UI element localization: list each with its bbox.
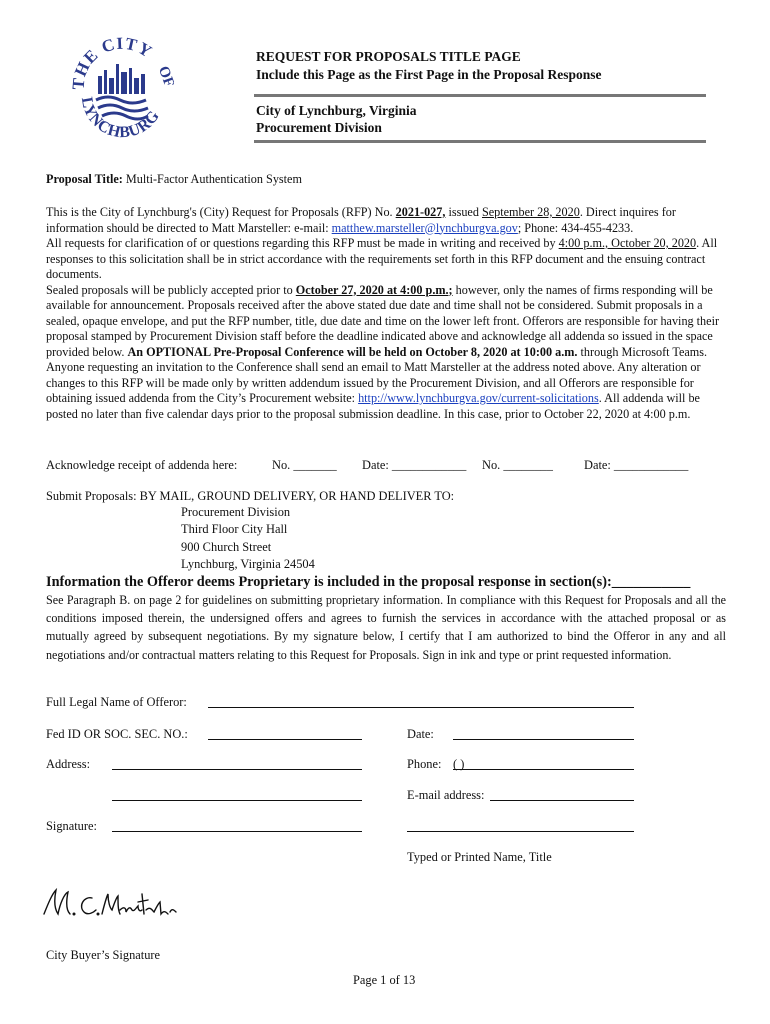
svg-text:OF: OF [154,64,174,90]
date-field[interactable] [453,739,634,740]
addenda-no-1[interactable]: No. _______ [272,458,337,472]
address-label: Address: [46,757,91,771]
address-field-2[interactable] [112,800,362,801]
proprietary-text: See Paragraph B. on page 2 for guidelines on submitting proprietary information. In compliance with this Request for Proposals and all the conditions imposed therein, the undersigned offers and agrees to furnish the services in accordance with the attached proposal or as mutually agreed by subsequent negotiations. By my signature below, I certify that I am authorized to bind the Offeror in any and all negotiations and/or contractual matters relating to this Request for Proposals. Sign in ink and type or print requested information. [46,593,726,662]
proprietary-heading: Information the Offeror deems Proprietary is included in the proposal response in section(s):___________ [46,574,691,590]
header-division: Procurement Division [256,120,382,135]
buyer-signature [40,884,180,924]
header-title: REQUEST FOR PROPOSALS TITLE PAGE [256,49,521,64]
procurement-website-link[interactable]: http://www.lynchburgva.gov/current-solicitations [358,391,599,405]
typed-name-field[interactable] [407,831,634,832]
header-city: City of Lynchburg, Virginia [256,103,417,118]
phone-area-code: ( ) [453,757,465,771]
svg-text:LYNCHBURG: LYNCHBURG [77,95,164,142]
header-subtitle: Include this Page as the First Page in the Proposal Response [256,67,602,82]
submit-address-4: Lynchburg, Virginia 24504 [181,557,315,571]
proprietary-blank[interactable]: ___________ [611,574,691,590]
proposal-title-value: Multi-Factor Authentication System [125,172,302,186]
buyer-signature-label: City Buyer’s Signature [46,948,161,962]
email-label: E-mail address: [407,788,485,802]
submit-label: Submit Proposals: BY MAIL, GROUND DELIVERY, OR HAND DELIVER TO: [46,489,455,503]
phone-label: Phone: [407,757,442,771]
rfp-number: 2021-027, [395,205,446,219]
legal-name-field[interactable] [208,707,634,708]
email-field[interactable] [490,800,634,801]
phone-field[interactable] [453,769,634,770]
conference-notice: An OPTIONAL Pre-Proposal Conference will be held on October 8, 2020 at 10:00 a.m. [127,344,578,359]
addenda-date-1[interactable]: Date: ____________ [362,458,467,472]
signature-label: Signature: [46,819,97,833]
intro-paragraph-3: Sealed proposals will be publicly accepted prior to October 27, 2020 at 4:00 p.m.; however, only the names of firms responding will be available for announcement. Proposals received after the above stated due date and time shall not be considered. Submit proposals in a sealed, opaque envelope, and put the RFP number, title, due date and time on the lower left front. Offerors are responsible for having their proposal stamped by Procurement Division staff before the deadline indicated above and acknowledge all addenda so issued in the space provided below. An OPTIONAL Pre-Proposal Conference will be held on October 8, 2020 at 10:00 a.m. through Microsoft Teams. Anyone requesting an invitation to the Conference shall send an email to Matt Marsteller at the address noted above. Any alteration or changes to this RFP will be made only by written addendum issued by the Procurement Division, and all Offerors are responsible for obtaining issued addenda from the City’s Procurement website: http://www.lynchburgva.gov/current-solicitations. All addenda will be posted no later than five calendar days prior to the proposal submission deadline. In this case, prior to October 22, 2020 at 4:00 p.m. [46,282,720,421]
fed-id-label: Fed ID OR SOC. SEC. NO.: [46,727,188,741]
buyer-email-link[interactable]: matthew.marsteller@lynchburgva.gov [331,220,518,235]
legal-name-label: Full Legal Name of Offeror: [46,695,187,709]
proposal-title-label: Proposal Title: [46,172,123,186]
header-rule [254,94,706,97]
issued-date: September 28, 2020 [481,205,580,219]
submit-address-2: Third Floor City Hall [181,522,288,536]
header-rule-bottom [254,140,706,143]
proposal-title [46,172,726,188]
addenda-date-2[interactable]: Date: ____________ [584,458,689,472]
page-number: Page 1 of 13 [353,973,416,987]
address-field-1[interactable] [112,769,362,770]
due-date: October 27, 2020 at 4:00 p.m.; [295,282,453,297]
date-label: Date: [407,727,434,741]
intro-paragraph-2: All requests for clarification of or questions regarding this RFP must be made in writing and received by 4:00 p.m., October 20, 2020. All responses to this solicitation shall be in strict accordance with the requirements set forth in this RFP document and the ensuing contract documents. [46,236,718,281]
submit-address-3: 900 Church Street [181,540,272,554]
question-deadline: 4:00 p.m., October 20, 2020 [558,236,697,250]
addenda-no-2[interactable]: No. ________ [482,458,553,472]
city-logo [68,28,174,148]
addenda-label: Acknowledge receipt of addenda here: [46,458,238,472]
intro-text [46,205,726,422]
typed-name-label: Typed or Printed Name, Title [407,850,552,864]
svg-text:THE CITY: THE CITY [68,33,156,91]
signature-field[interactable] [112,831,362,832]
submit-address-1: Procurement Division [181,505,291,519]
fed-id-field[interactable] [208,739,362,740]
intro-paragraph-1: This is the City of Lynchburg's (City) Request for Proposals (RFP) No. 2021-027, issued September 28, 2020. Direct inquires for information should be directed to Matt Marsteller: e-mail: matthew.marsteller@lynchburgva.gov; Phone: 434-455-4233. [46,205,676,235]
